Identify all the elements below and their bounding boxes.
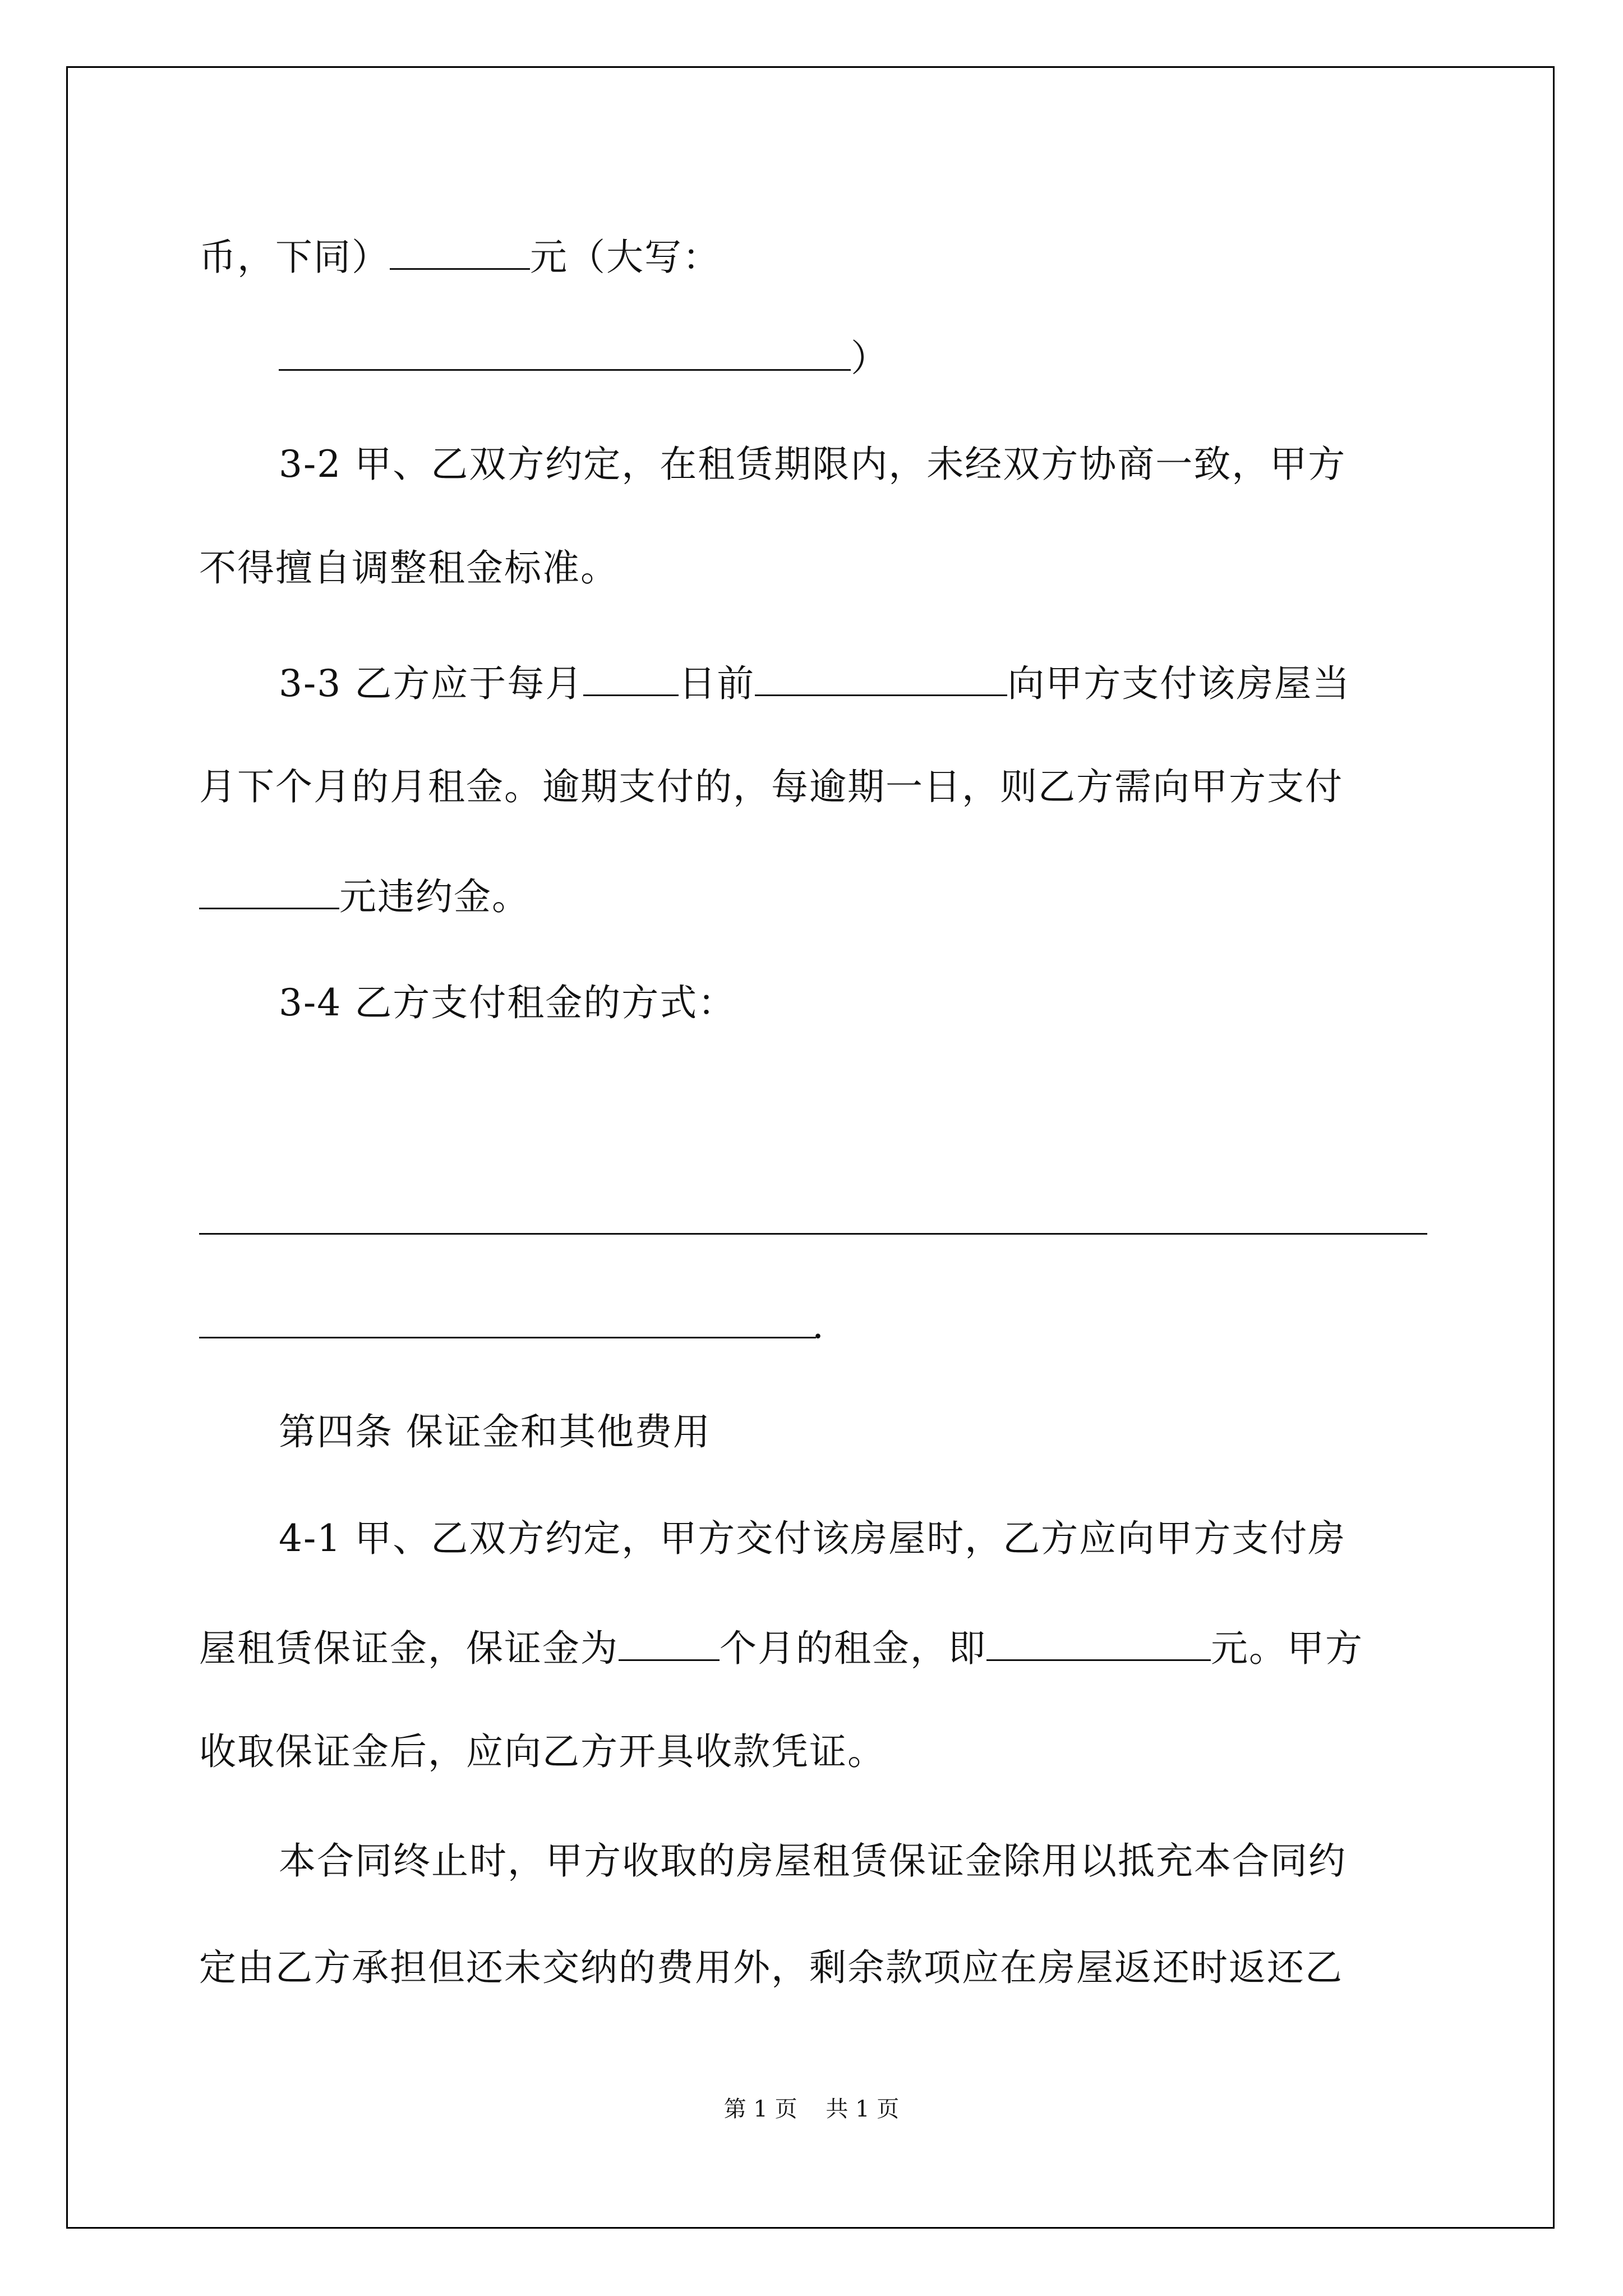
clause-4-1-line-2 [199,1627,1363,1670]
clause-4-1-part-b: 个月的租金，即 [720,1627,986,1670]
clause-3-3-part-a: 3-3 乙方应于每月 [279,662,584,705]
clause-4-1-part-c: 元。甲方 [1211,1627,1363,1670]
payment-method-period: . [812,1304,825,1347]
text-line-currency [199,236,721,279]
clause-4-1-line-3: 收取保证金后，应向乙方开具收款凭证。 [199,1730,886,1773]
clause-4-1-part-a: 屋租赁保证金，保证金为 [199,1627,619,1670]
clause-3-3-line-1 [279,662,1351,705]
clause-3-4-line-1: 3-4 乙方支付租金的方式： [279,981,736,1024]
clause-3-3-line-2: 月下个月的月租金。逾期支付的，每逾期一日，则乙方需向甲方支付 [199,765,1343,808]
page-border [66,66,1555,2229]
line-1-part-b: 元（大写： [530,236,721,279]
clause-3-2-line-2: 不得擅自调整租金标准。 [199,546,619,590]
clause-3-3-line-3 [199,875,530,918]
text-line-amount-capital [279,337,889,380]
blank-payment-method-2 [199,1337,816,1338]
paragraph-termination-line-1: 本合同终止时，甲方收取的房屋租赁保证金除用以抵充本合同约 [279,1839,1347,1883]
paragraph-termination-line-2: 定由乙方承担但还未交纳的费用外，剩余款项应在房屋返还时返还乙 [199,1946,1343,1989]
blank-payment-method-1 [199,1233,1427,1235]
clause-3-3-part-c: 向甲方支付该房屋当 [1007,662,1351,705]
blank-penalty [199,875,339,909]
blank-day [583,662,679,696]
clause-3-2-line-1: 3-2 甲、乙双方约定，在租赁期限内，未经双方协商一致，甲方 [279,443,1347,486]
blank-amount-capital [279,337,851,371]
clause-3-3-part-d: 元违约金。 [339,875,530,918]
blank-payment-term [755,662,1007,696]
blank-deposit [986,1627,1211,1661]
clause-3-3-part-b: 日前 [679,662,755,705]
blank-months [619,1627,720,1661]
blank-amount [390,236,530,270]
clause-4-1-line-1: 4-1 甲、乙双方约定，甲方交付该房屋时，乙方应向甲方支付房 [279,1517,1347,1560]
line-1-part-a: 币，下同） [199,236,390,279]
line-2-close-paren: ） [851,337,889,380]
article-4-heading: 第四条 保证金和其他费用 [279,1410,711,1453]
page-number-footer: 第 1 页 共 1 页 [723,2096,900,2122]
